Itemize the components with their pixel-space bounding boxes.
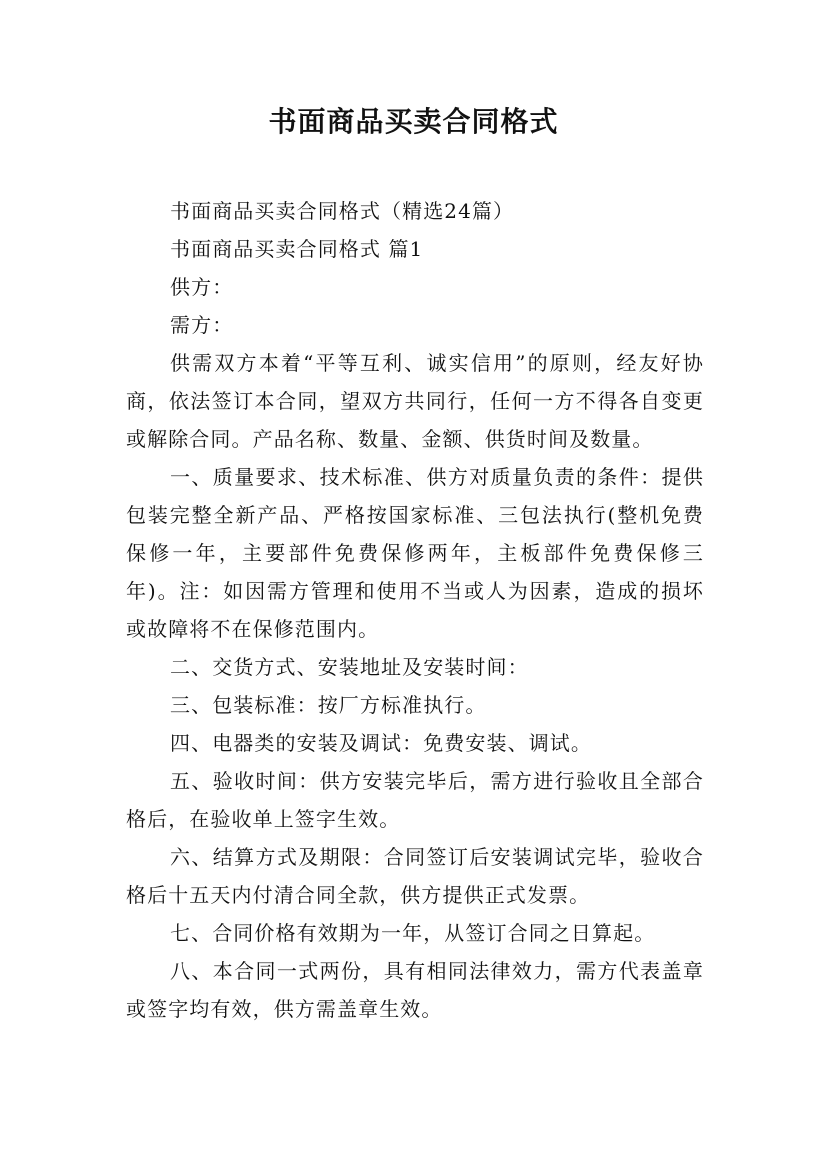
paragraph-clause-8: 八、本合同一式两份，具有相同法律效力，需方代表盖章或签字均有效，供方需盖章生效。 xyxy=(126,959,704,1021)
paragraph-subtitle: 书面商品买卖合同格式（精选24篇） xyxy=(170,199,515,223)
paragraph-clause-4: 四、电器类的安装及调试：免费安装、调试。 xyxy=(170,731,592,755)
paragraph-clause-2: 二、交货方式、安装地址及安装时间： xyxy=(170,655,529,679)
paragraph-preamble: 供需双方本着“平等互利、诚实信用”的原则，经友好协商，依法签订本合同，望双方共同行，任何一方不得各自变更或解除合同。产品名称、数量、金额、供货时间及数量。 xyxy=(126,351,704,451)
paragraph-clause-3: 三、包装标准：按厂方标准执行。 xyxy=(170,693,487,717)
paragraph-supplier: 供方： xyxy=(170,275,234,299)
paragraph-clause-6: 六、结算方式及期限：合同签订后安装调试完毕，验收合格后十五天内付清合同全款，供方提供正式发票。 xyxy=(126,845,704,907)
paragraph-section-heading: 书面商品买卖合同格式 篇1 xyxy=(170,237,424,261)
document-title: 书面商品买卖合同格式 xyxy=(268,105,559,138)
paragraph-clause-1: 一、质量要求、技术标准、供方对质量负责的条件：提供包装完整全新产品、严格按国家标准、三包法执行(整机免费保修一年，主要部件免费保修两年，主板部件免费保修三年)。注：如因需方管理和使用不当或人为因素，造成的损坏或故障将不在保修范围内。 xyxy=(126,465,704,641)
paragraph-buyer: 需方： xyxy=(170,313,234,337)
paragraph-clause-5: 五、验收时间：供方安装完毕后，需方进行验收且全部合格后，在验收单上签字生效。 xyxy=(126,769,704,831)
document-body xyxy=(126,192,704,1028)
paragraph-clause-7: 七、合同价格有效期为一年，从签订合同之日算起。 xyxy=(170,921,656,945)
